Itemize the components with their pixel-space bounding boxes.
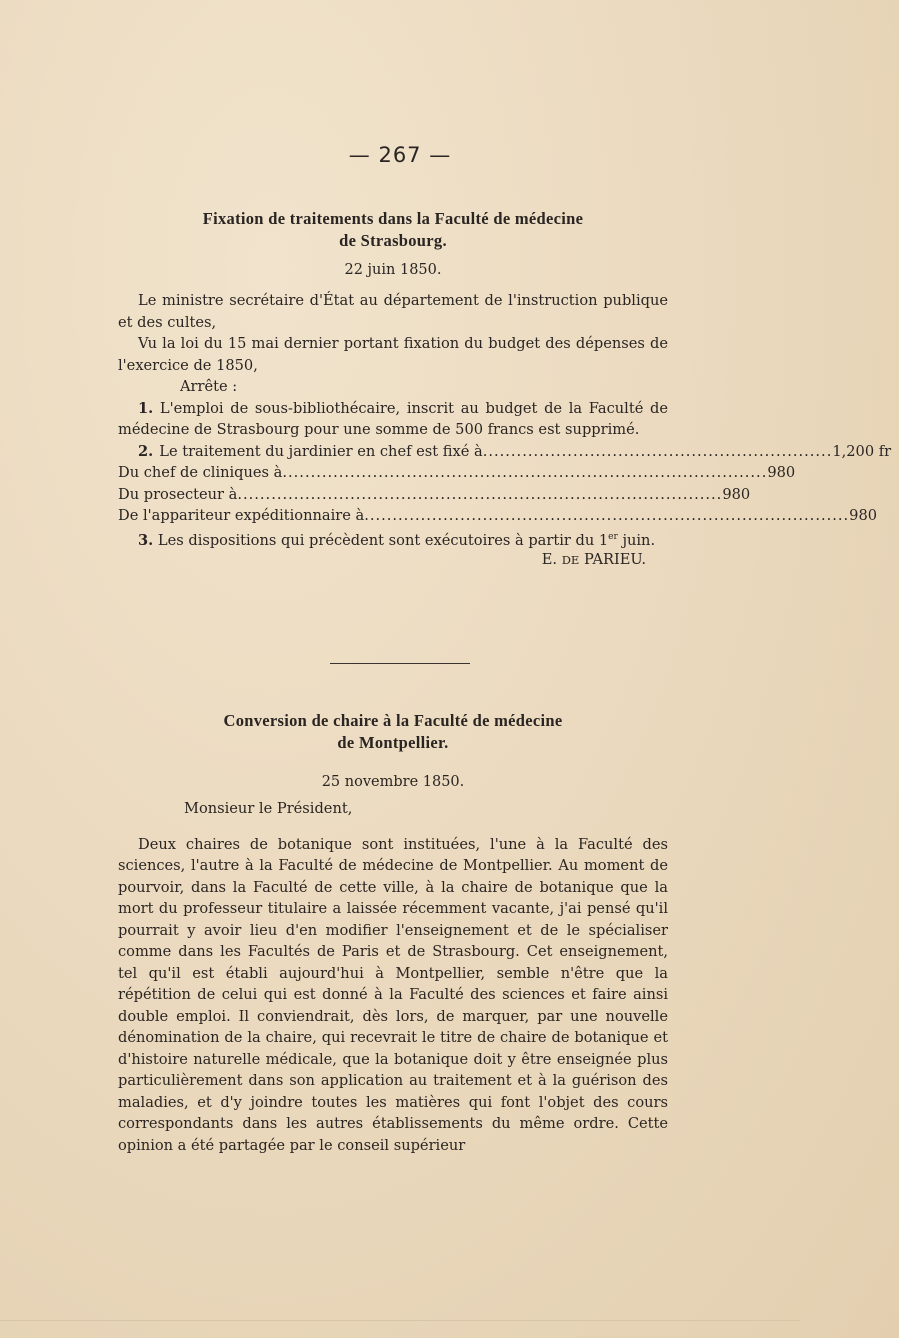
leader-dots: ...................................................................................... (282, 464, 768, 481)
salary-amount: 980 (722, 485, 751, 503)
title-line-2: de Montpellier. (337, 733, 449, 752)
title-line-2: de Strasbourg. (339, 231, 447, 250)
page-fold-line (0, 1320, 800, 1321)
article-3-end: juin. (617, 531, 656, 549)
leader-dots: .............................................................. (482, 442, 833, 460)
section-title (118, 208, 668, 252)
article-3-sup: er (608, 531, 618, 542)
page-number: — 267 — (348, 143, 452, 167)
salary-label: De l'appariteur expéditionnaire à (118, 507, 365, 524)
article-1-text: L'emploi de sous-bibliothécaire, inscrit au budget de la Faculté de médecine de Strasbourg pour une somme de 500 francs est supprimé. (118, 399, 668, 438)
article-3-day: 1 (598, 531, 609, 549)
salary-amount: 980 (849, 507, 878, 524)
salary-row (118, 462, 796, 484)
article-3 (118, 527, 668, 551)
salary-label: Du chef de cliniques à (118, 464, 283, 481)
section-title (118, 710, 668, 754)
section-divider (330, 663, 470, 664)
arrete-label: Arrête : (180, 378, 238, 395)
salary-label: Le traitement du jardinier en chef est fixé à (159, 442, 483, 460)
signature-initial: E. (541, 550, 558, 568)
title-line-1: Conversion de chaire à la Faculté de médecine (223, 711, 563, 730)
signature-particle: DE (561, 552, 580, 567)
article-3-number: 3. (138, 531, 154, 549)
section-strasbourg (118, 208, 892, 568)
article-1 (118, 398, 668, 441)
salary-amount: 980 (767, 464, 796, 481)
salary-row (118, 484, 751, 506)
section-date: 25 novembre 1850. (321, 774, 465, 790)
salary-list (118, 441, 892, 527)
section-date: 22 juin 1850. (344, 262, 442, 278)
salutation: Monsieur le Président, (184, 800, 353, 817)
leader-dots: ...................................................................................... (237, 485, 723, 503)
signature (118, 551, 668, 568)
salary-row (118, 441, 892, 463)
article-3-text: Les dispositions qui précèdent sont exécutoires à partir du (157, 531, 595, 549)
preamble-law: Vu la loi du 15 mai dernier portant fixation du budget des dépenses de l'exercice de 1850, (118, 335, 668, 374)
leader-dots: ...................................................................................... (364, 507, 850, 524)
preamble-minister: Le ministre secrétaire d'État au département de l'instruction publique et des cultes, (118, 292, 668, 331)
title-line-1: Fixation de traitements dans la Faculté de médecine (202, 209, 584, 228)
section-montpellier (118, 710, 668, 1156)
salary-row (118, 505, 878, 527)
signature-name: PARIEU. (583, 550, 646, 568)
salary-label: Du prosecteur à (118, 485, 238, 503)
article-1-number: 1. (138, 399, 154, 417)
article-2-number: 2. (138, 442, 154, 460)
letter-body: Deux chaires de botanique sont instituées, l'une à la Faculté des sciences, l'autre à la Faculté de médecine de Montpellier. Au moment de pourvoir, dans la Faculté de cette ville, à la chaire de botanique que la mort du professeur titulaire a laissée récemment vacante, j'ai pensé qu'il pourrait y avoir lieu d'en modifier l'enseignement et de le spécialiser comme dans les Facultés de Paris et de Strasbourg. Cet enseignement, tel qu'il est établi aujourd'hui à Montpellier, semble n'être que la répétition de celui qui est donné à la Faculté des sciences et faire ainsi double emploi. Il conviendrait, dès lors, de marquer, par une nouvelle dénomination de la chaire, qui recevrait le titre de chaire de botanique et d'histoire naturelle médicale, que la botanique doit y être enseignée plus particulièrement dans son application au traitement et à la guérison des maladies, et d'y joindre toutes les matières qui font l'objet des cours correspondants dans les autres établissements du même ordre. Cette opinion a été partagée par le conseil supérieur (118, 835, 668, 1154)
salary-amount: 1,200 fr (832, 442, 892, 460)
